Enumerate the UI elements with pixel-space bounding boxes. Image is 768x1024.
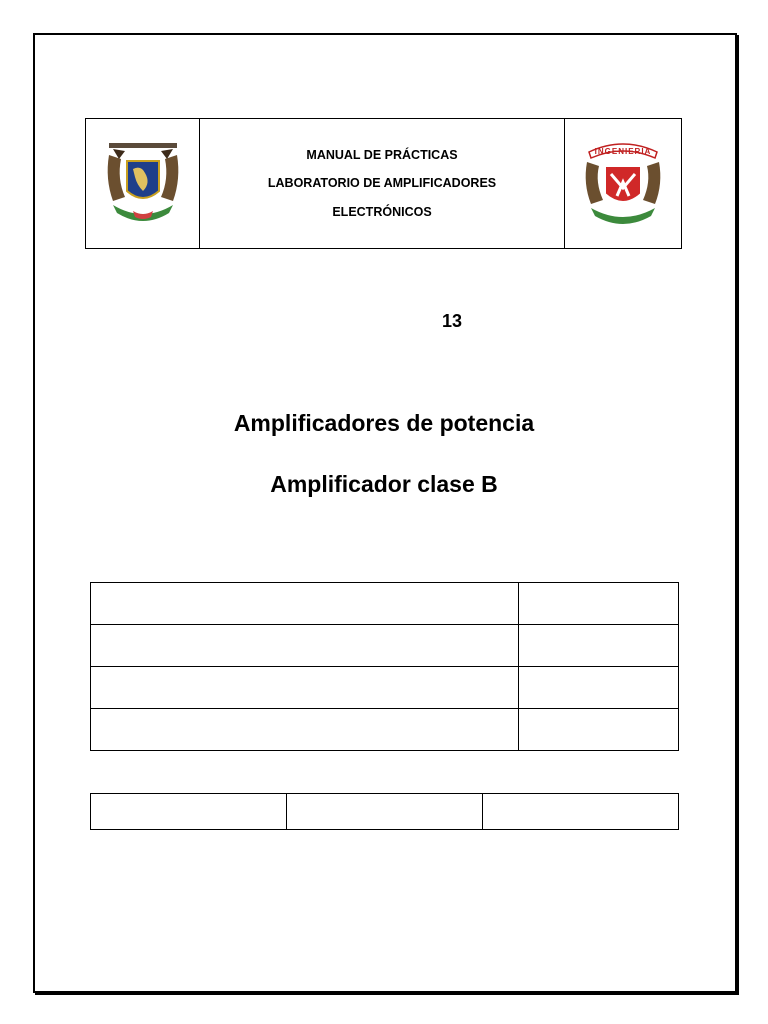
- header-line-3: ELECTRÓNICOS: [332, 204, 432, 219]
- table-row: [91, 583, 679, 625]
- table-cell: [483, 794, 679, 830]
- header-right-logo-cell: [564, 119, 681, 248]
- table-cell: [519, 709, 679, 751]
- table-cell: [91, 667, 519, 709]
- info-table: [90, 582, 679, 751]
- table-row: [91, 667, 679, 709]
- table-cell: [91, 794, 287, 830]
- ingenieria-coat-of-arms-icon: [581, 138, 665, 230]
- table-cell: [91, 625, 519, 667]
- page-title: Amplificadores de potencia: [233, 410, 535, 436]
- practice-number: 13: [441, 311, 463, 331]
- table-cell: [91, 583, 519, 625]
- table-cell: [519, 667, 679, 709]
- table-cell: [519, 583, 679, 625]
- table-cell: [287, 794, 483, 830]
- ingenieria-logo-text: INGENIERIA: [594, 146, 652, 156]
- page-subtitle: Amplificador clase B: [270, 471, 498, 497]
- header-left-logo-cell: [86, 119, 200, 248]
- header-line-1: MANUAL DE PRÁCTICAS: [306, 147, 458, 162]
- table-row: [91, 625, 679, 667]
- header-table: [85, 118, 682, 249]
- bottom-table: [90, 793, 679, 830]
- table-row: [91, 794, 679, 830]
- table-row: [91, 709, 679, 751]
- header-title-cell: [200, 119, 564, 248]
- unam-coat-of-arms-icon: [103, 139, 183, 229]
- header-line-2: LABORATORIO DE AMPLIFICADORES: [267, 176, 497, 191]
- table-cell: [91, 709, 519, 751]
- table-cell: [519, 625, 679, 667]
